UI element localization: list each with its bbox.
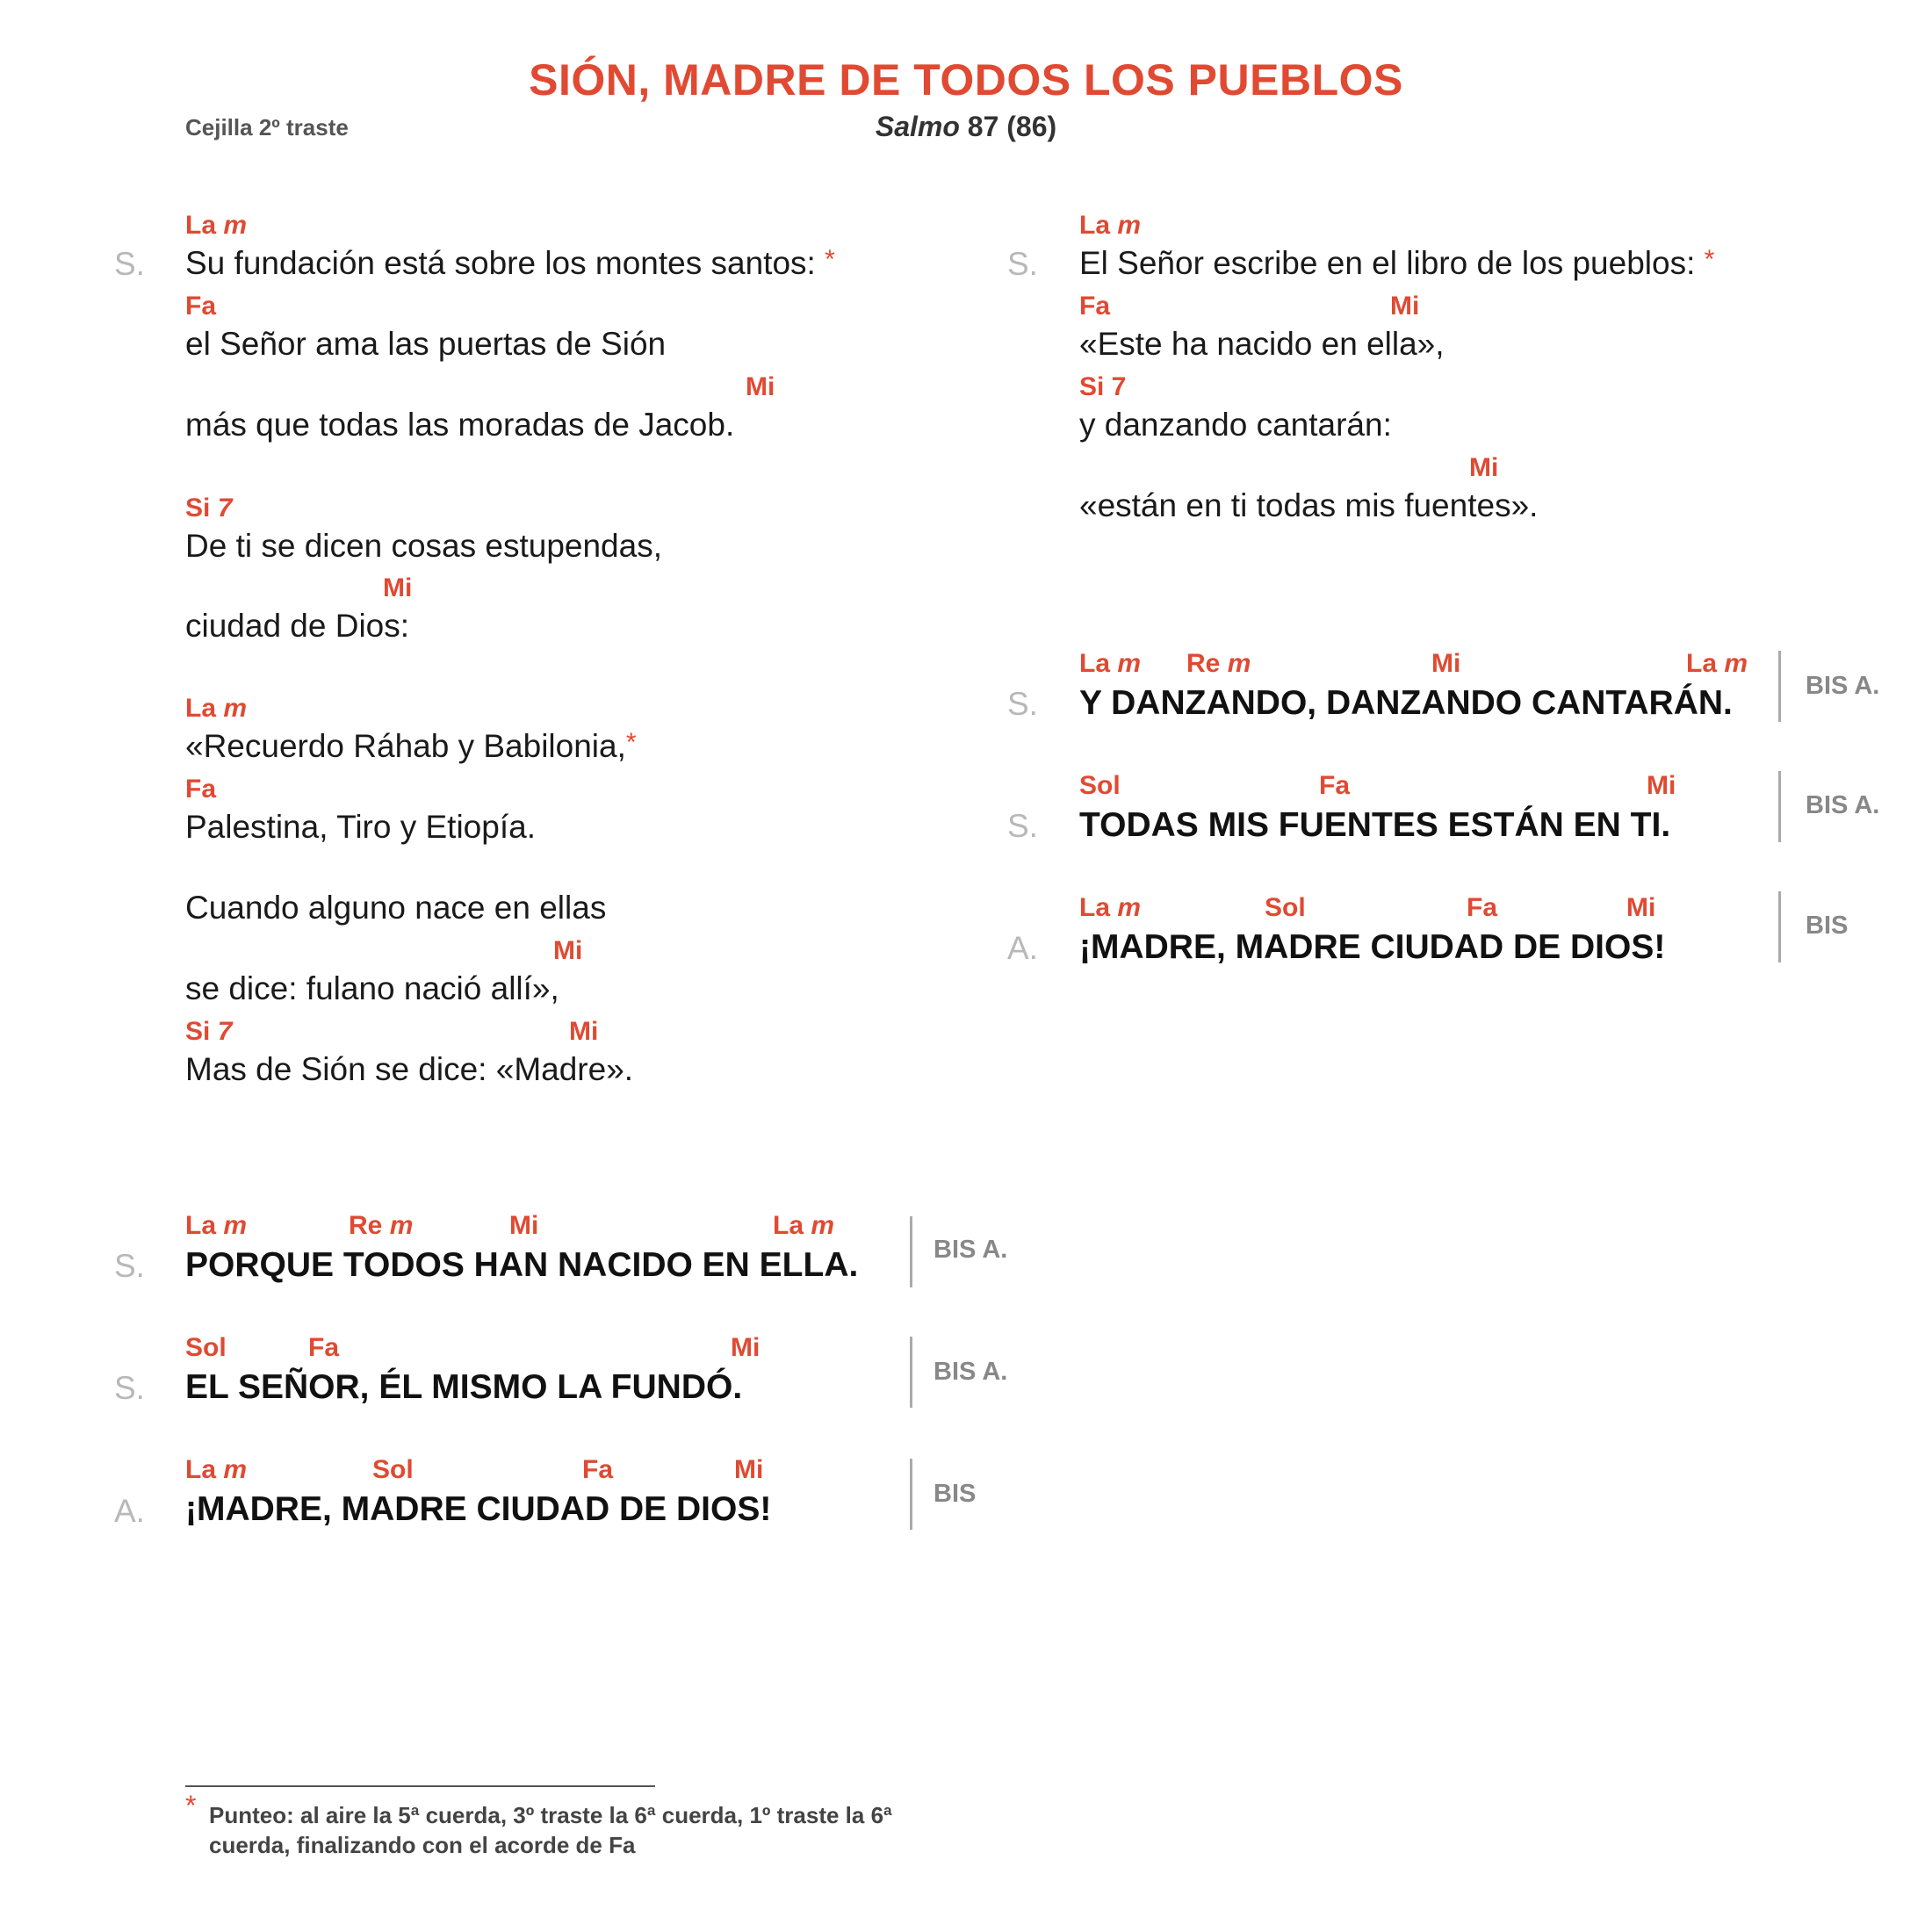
chord: Mi bbox=[1626, 893, 1656, 922]
bis-bar bbox=[1778, 891, 1781, 962]
psalm-reference bbox=[0, 111, 1932, 143]
bis-bar bbox=[910, 1216, 912, 1287]
lyric-line: más que todas las moradas de Jacob. bbox=[185, 407, 735, 443]
chord: Mi bbox=[1390, 292, 1420, 321]
role-label: S. bbox=[114, 1370, 145, 1406]
chord: Mi bbox=[746, 372, 775, 401]
chord: Si 7 bbox=[1079, 372, 1127, 401]
capo-note: Cejilla 2º traste bbox=[185, 114, 349, 141]
chorus-line: Y DANZANDO, DANZANDO CANTARÁN. bbox=[1079, 684, 1733, 722]
bis-label: BIS A. bbox=[934, 1358, 1008, 1386]
chord: Mi bbox=[383, 573, 413, 602]
footnote-marker: * bbox=[1704, 245, 1715, 274]
chord: Sol bbox=[185, 1333, 227, 1362]
lyric-line: «están en ti todas mis fuentes». bbox=[1079, 487, 1539, 523]
lyric-line: El Señor escribe en el libro de los pueblos: * bbox=[1079, 245, 1715, 281]
chord: La m bbox=[185, 1455, 248, 1484]
chord: La m bbox=[1079, 649, 1142, 678]
role-label: S. bbox=[114, 1248, 145, 1284]
bis-bar bbox=[910, 1337, 912, 1408]
role-label: A. bbox=[114, 1493, 145, 1529]
chord: La m bbox=[185, 694, 248, 723]
chord: Mi bbox=[1469, 453, 1499, 482]
chord: La m bbox=[185, 1211, 248, 1240]
chord: Si 7 bbox=[185, 494, 233, 523]
chord: Sol bbox=[1079, 771, 1121, 800]
chord: Fa bbox=[582, 1455, 614, 1484]
chorus-line: EL SEÑOR, ÉL MISMO LA FUNDÓ. bbox=[185, 1368, 743, 1406]
lyric-line: el Señor ama las puertas de Sión bbox=[185, 326, 667, 362]
lyric-line: y danzando cantarán: bbox=[1079, 407, 1392, 443]
bis-bar bbox=[910, 1459, 912, 1530]
bis-label: BIS bbox=[934, 1480, 977, 1508]
lyric-line: Palestina, Tiro y Etiopía. bbox=[185, 809, 536, 845]
lyric-line: ciudad de Dios: bbox=[185, 608, 410, 644]
chord: La m bbox=[185, 211, 248, 240]
chord: Fa bbox=[185, 775, 217, 804]
chord: Mi bbox=[509, 1211, 539, 1240]
chord: Sol bbox=[1265, 893, 1306, 922]
chord: Re m bbox=[1186, 649, 1251, 678]
chord: Si 7 bbox=[185, 1017, 233, 1046]
chorus-line: TODAS MIS FUENTES ESTÁN EN TI. bbox=[1079, 806, 1671, 844]
chord: Fa bbox=[1319, 771, 1351, 800]
role-label: S. bbox=[114, 246, 145, 282]
chorus-line: ¡MADRE, MADRE CIUDAD DE DIOS! bbox=[185, 1490, 772, 1528]
lyric-line: Cuando alguno nace en ellas bbox=[185, 890, 607, 926]
bis-label: BIS A. bbox=[934, 1236, 1008, 1264]
chord: Sol bbox=[372, 1455, 414, 1484]
chord: Mi bbox=[734, 1455, 764, 1484]
chord: Fa bbox=[308, 1333, 340, 1362]
psalm-number: 87 (86) bbox=[967, 111, 1057, 142]
footnote-marker: * bbox=[185, 1790, 197, 1821]
chorus-line: ¡MADRE, MADRE CIUDAD DE DIOS! bbox=[1079, 928, 1666, 966]
role-label: S. bbox=[1007, 686, 1038, 722]
chord: La m bbox=[1686, 649, 1748, 678]
chord: Mi bbox=[731, 1333, 761, 1362]
lyric-line: «Recuerdo Ráhab y Babilonia,* bbox=[185, 728, 637, 764]
footnote-marker: * bbox=[825, 245, 835, 274]
chord: La m bbox=[773, 1211, 835, 1240]
chord: Fa bbox=[1467, 893, 1498, 922]
chord: Re m bbox=[349, 1211, 414, 1240]
chord: La m bbox=[1079, 211, 1142, 240]
footnote-marker: * bbox=[625, 728, 637, 757]
lyric-line: Mas de Sión se dice: «Madre». bbox=[185, 1051, 634, 1087]
chord: La m bbox=[1079, 893, 1142, 922]
bis-label: BIS A. bbox=[1806, 672, 1880, 700]
bis-label: BIS A. bbox=[1806, 791, 1880, 819]
chord: Fa bbox=[1079, 292, 1111, 321]
chorus-line: PORQUE TODOS HAN NACIDO EN ELLA. bbox=[185, 1246, 859, 1284]
psalm-word: Salmo bbox=[875, 111, 960, 142]
lyric-line: De ti se dicen cosas estupendas, bbox=[185, 528, 662, 564]
footnote-divider bbox=[185, 1785, 655, 1787]
bis-label: BIS bbox=[1806, 912, 1849, 940]
lyric-line: Su fundación está sobre los montes santos: * bbox=[185, 245, 835, 281]
chord: Mi bbox=[1431, 649, 1461, 678]
bis-bar bbox=[1778, 651, 1781, 722]
chord: Mi bbox=[569, 1017, 599, 1046]
chord: Mi bbox=[553, 936, 583, 965]
song-title: SIÓN, MADRE DE TODOS LOS PUEBLOS bbox=[529, 55, 1403, 105]
bis-bar bbox=[1778, 771, 1781, 842]
role-label: A. bbox=[1007, 930, 1038, 966]
role-label: S. bbox=[1007, 808, 1038, 844]
lyric-line: «Este ha nacido en ella», bbox=[1079, 326, 1445, 362]
chord: Fa bbox=[185, 292, 217, 321]
footnote-text: Punteo: al aire la 5ª cuerda, 3º traste la 6ª cuerda, 1º traste la 6ª cuerda, finalizando con el acorde de Fa bbox=[209, 1802, 892, 1858]
chord: Mi bbox=[1647, 771, 1676, 800]
role-label: S. bbox=[1007, 246, 1038, 282]
lyric-line: se dice: fulano nació allí», bbox=[185, 970, 559, 1006]
